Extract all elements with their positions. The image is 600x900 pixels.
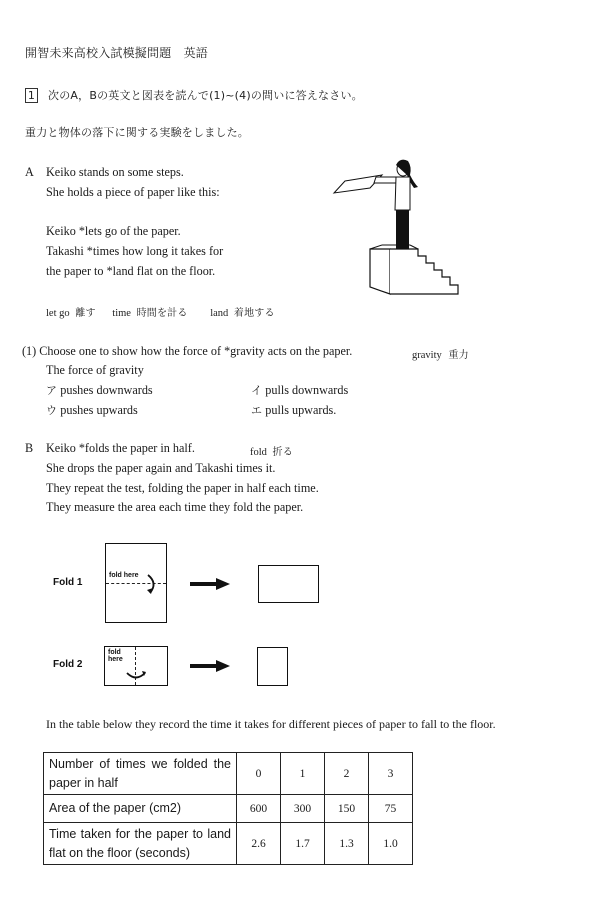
fold-gloss	[250, 443, 293, 458]
option-mark: ウ	[46, 404, 58, 417]
option-text: pushes upwards	[60, 403, 138, 417]
option-u[interactable]	[46, 402, 138, 418]
option-a[interactable]	[46, 382, 153, 398]
arrow-right-icon	[190, 660, 232, 672]
cell: 75	[369, 795, 413, 823]
question-1-number: (1)	[22, 344, 37, 358]
gloss-term: land	[210, 308, 229, 319]
table-intro: In the table below they record the time it takes for different pieces of paper to fall to the floor.	[46, 717, 496, 731]
girl-on-steps-illustration	[330, 155, 480, 295]
cell: 1.0	[369, 823, 413, 865]
question-instruction	[25, 87, 363, 103]
gloss-term: fold	[250, 447, 267, 458]
gloss-term: gravity	[412, 350, 442, 361]
row-header: Time taken for the paper to land flat on the floor (seconds)	[44, 823, 237, 865]
section-a-line: She holds a piece of paper like this:	[46, 185, 220, 199]
option-mark: イ	[251, 384, 263, 397]
section-a-line: the paper to *land flat on the floor.	[46, 264, 216, 278]
section-a-line: Keiko stands on some steps.	[46, 165, 184, 179]
fold-2-label: Fold 2	[53, 659, 83, 670]
option-text: pulls upwards.	[265, 403, 337, 417]
section-b-line: They measure the area each time they fold the paper.	[46, 500, 304, 514]
gloss-meaning: 時間を計る	[136, 308, 188, 319]
cell: 1.7	[281, 823, 325, 865]
arrow-right-icon	[190, 578, 232, 590]
table-row	[44, 795, 413, 823]
gravity-gloss	[412, 346, 469, 361]
section-a-label: A	[25, 165, 34, 179]
cell: 1.3	[325, 823, 369, 865]
option-text: pushes downwards	[60, 383, 153, 397]
question-1-stem: The force of gravity	[46, 363, 144, 377]
intro-text: 重力と物体の落下に関する実験をしました。	[25, 126, 249, 139]
option-mark: ア	[46, 384, 58, 397]
results-table	[43, 752, 413, 865]
gloss-meaning: 折る	[272, 447, 293, 458]
instruction-text: 次のA，Bの英文と図表を読んで(1)~(4)の問いに答えなさい。	[48, 89, 363, 102]
section-a-line: Keiko *lets go of the paper.	[46, 224, 181, 238]
cell: 150	[325, 795, 369, 823]
cell: 2.6	[237, 823, 281, 865]
table-row	[44, 753, 413, 795]
fold-1-label: Fold 1	[53, 577, 83, 588]
option-text: pulls downwards	[265, 383, 349, 397]
cell: 2	[325, 753, 369, 795]
section-b-line: They repeat the test, folding the paper in half each time.	[46, 481, 319, 495]
fold-curve-arrow-icon	[146, 573, 160, 595]
fold-curve-arrow-icon	[125, 670, 147, 682]
section-b-label: B	[25, 441, 34, 455]
gloss-meaning: 重力	[448, 350, 469, 361]
question-1-text: Choose one to show how the force of *gravity acts on the paper.	[39, 344, 353, 358]
section-b-line: Keiko *folds the paper in half.	[46, 441, 195, 455]
row-header: Number of times we folded the paper in half	[44, 753, 237, 795]
gloss-meaning: 離す	[75, 308, 96, 319]
fold-2-result	[257, 647, 288, 686]
cell: 0	[237, 753, 281, 795]
fold-2-note: fold here	[108, 649, 123, 663]
glossary-a	[46, 304, 275, 319]
cell: 300	[281, 795, 325, 823]
question-number-box: 1	[25, 88, 38, 103]
fold-1-result	[258, 565, 319, 603]
gloss-term: let go	[46, 308, 70, 319]
option-i[interactable]	[251, 382, 348, 398]
fold-1-note: fold here	[109, 572, 139, 579]
section-a-line: Takashi *times how long it takes for	[46, 244, 224, 258]
section-b-line: She drops the paper again and Takashi times it.	[46, 461, 276, 475]
row-header: Area of the paper (cm2)	[44, 795, 237, 823]
gloss-meaning: 着地する	[233, 308, 275, 319]
table-row	[44, 823, 413, 865]
gloss-term: time	[112, 308, 131, 319]
exam-title: 開智未来高校入試模擬問題 英語	[25, 46, 209, 60]
cell: 600	[237, 795, 281, 823]
option-e[interactable]	[251, 402, 336, 418]
cell: 3	[369, 753, 413, 795]
option-mark: エ	[251, 404, 263, 417]
question-1-prompt	[22, 344, 352, 359]
cell: 1	[281, 753, 325, 795]
